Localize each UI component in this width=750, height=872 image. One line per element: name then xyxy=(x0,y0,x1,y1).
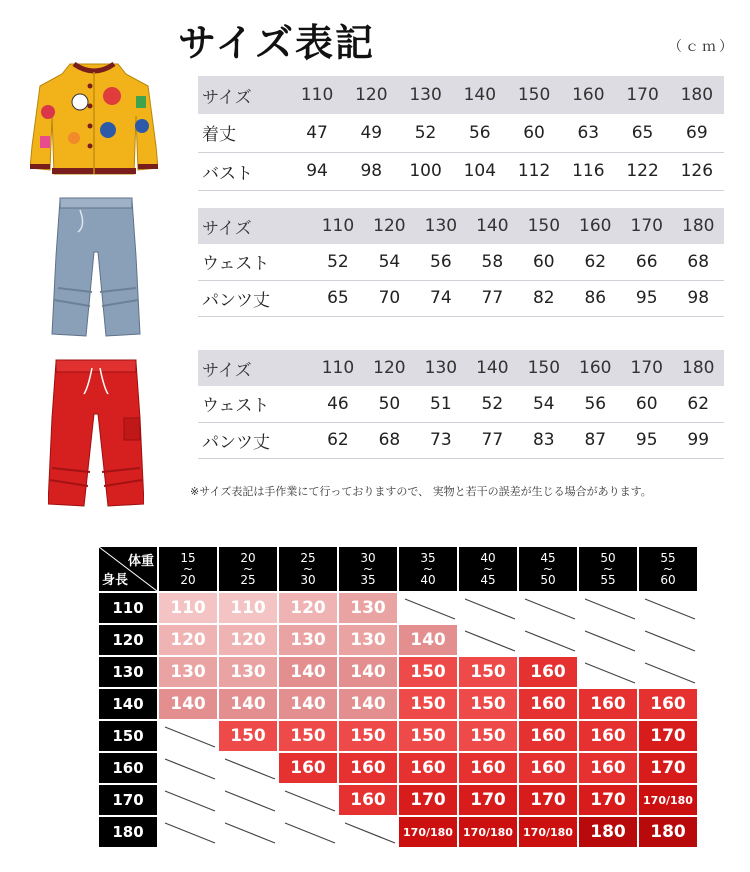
size-guide-grid xyxy=(97,545,699,849)
recommended-size-cell: 120 xyxy=(159,625,217,655)
size-value-cell: 95 xyxy=(621,422,672,458)
recommended-size-cell: 160 xyxy=(399,753,457,783)
size-value-cell: 52 xyxy=(312,244,363,280)
recommended-size-cell: 150 xyxy=(399,657,457,687)
recommended-size-cell: 130 xyxy=(339,593,397,623)
recommended-size-cell: 160 xyxy=(579,689,637,719)
weight-range-to: 25 xyxy=(240,572,256,587)
size-value-cell: 68 xyxy=(364,422,415,458)
weight-range-to: 35 xyxy=(360,572,376,587)
size-value-cell: 99 xyxy=(672,422,724,458)
weight-range-tilde: ~ xyxy=(242,561,254,576)
empty-cell xyxy=(279,817,337,847)
row-label: サイズ xyxy=(198,350,312,386)
size-value-cell: 94 xyxy=(290,152,344,190)
empty-cell xyxy=(219,817,277,847)
empty-cell xyxy=(519,625,577,655)
empty-cell xyxy=(339,817,397,847)
size-value-cell: 116 xyxy=(561,152,615,190)
recommended-size-cell: 160 xyxy=(519,753,577,783)
size-value-cell: 60 xyxy=(621,386,672,422)
measurement-row xyxy=(198,114,724,152)
height-header-cell: 140 xyxy=(99,689,157,719)
recommended-size-cell: 110 xyxy=(219,593,277,623)
recommended-size-cell: 160 xyxy=(639,689,697,719)
weight-range-to: 40 xyxy=(420,572,436,587)
recommended-size-cell: 140 xyxy=(159,689,217,719)
size-header-row xyxy=(198,208,724,244)
empty-cell xyxy=(279,785,337,815)
denim-size-table xyxy=(198,208,724,317)
recommended-size-cell: 160 xyxy=(279,753,337,783)
recommended-size-cell: 170/180 xyxy=(639,785,697,815)
recommended-size-cell: 160 xyxy=(519,721,577,751)
recommended-size-cell: 170 xyxy=(579,785,637,815)
measurement-row xyxy=(198,386,724,422)
recommended-size-cell: 140 xyxy=(279,689,337,719)
size-value-cell: 77 xyxy=(467,280,518,316)
empty-cell xyxy=(639,657,697,687)
size-value-cell: 73 xyxy=(415,422,466,458)
recommended-size-cell: 150 xyxy=(399,689,457,719)
size-value-cell: 66 xyxy=(621,244,672,280)
weight-header-cell xyxy=(399,547,457,591)
height-header-cell: 120 xyxy=(99,625,157,655)
size-value-cell: 56 xyxy=(453,114,507,152)
size-value-cell: 150 xyxy=(507,76,561,114)
size-value-cell: 98 xyxy=(344,152,398,190)
size-value-cell: 140 xyxy=(467,350,518,386)
size-value-cell: 140 xyxy=(467,208,518,244)
height-header-cell: 150 xyxy=(99,721,157,751)
size-value-cell: 110 xyxy=(312,350,363,386)
size-value-cell: 51 xyxy=(415,386,466,422)
size-value-cell: 60 xyxy=(507,114,561,152)
size-value-cell: 83 xyxy=(518,422,569,458)
empty-cell xyxy=(219,785,277,815)
row-label: パンツ丈 xyxy=(198,280,312,316)
recommended-size-cell: 160 xyxy=(579,721,637,751)
recommended-size-cell: 150 xyxy=(459,657,517,687)
size-value-cell: 104 xyxy=(453,152,507,190)
size-value-cell: 62 xyxy=(312,422,363,458)
weight-header-cell xyxy=(579,547,637,591)
size-value-cell: 100 xyxy=(398,152,452,190)
weight-range-to: 60 xyxy=(660,572,676,587)
size-value-cell: 50 xyxy=(364,386,415,422)
weight-range-from: 30 xyxy=(360,550,376,565)
empty-cell xyxy=(519,593,577,623)
size-value-cell: 130 xyxy=(415,350,466,386)
recommended-size-cell: 160 xyxy=(459,753,517,783)
size-value-cell: 98 xyxy=(672,280,724,316)
size-value-cell: 74 xyxy=(415,280,466,316)
weight-range-from: 25 xyxy=(300,550,316,565)
weight-range-tilde: ~ xyxy=(182,561,194,576)
size-header-row xyxy=(198,76,724,114)
size-value-cell: 126 xyxy=(670,152,724,190)
size-value-cell: 110 xyxy=(290,76,344,114)
size-value-cell: 63 xyxy=(561,114,615,152)
weight-range-to: 55 xyxy=(600,572,616,587)
size-value-cell: 46 xyxy=(312,386,363,422)
empty-cell xyxy=(459,625,517,655)
weight-range-from: 20 xyxy=(240,550,256,565)
size-value-cell: 180 xyxy=(672,208,724,244)
size-value-cell: 150 xyxy=(518,208,569,244)
empty-cell xyxy=(579,593,637,623)
height-header-cell: 130 xyxy=(99,657,157,687)
row-label: サイズ xyxy=(198,76,290,114)
size-value-cell: 122 xyxy=(615,152,669,190)
size-value-cell: 54 xyxy=(518,386,569,422)
empty-cell xyxy=(459,593,517,623)
size-value-cell: 54 xyxy=(364,244,415,280)
measurement-row xyxy=(198,244,724,280)
measurement-row xyxy=(198,280,724,316)
size-value-cell: 140 xyxy=(453,76,507,114)
recommended-size-cell: 160 xyxy=(579,753,637,783)
height-header-cell: 110 xyxy=(99,593,157,623)
weight-range-to: 30 xyxy=(300,572,316,587)
unit-label: （ｃｍ） xyxy=(668,39,736,55)
weight-header-cell xyxy=(519,547,577,591)
size-value-cell: 160 xyxy=(570,350,621,386)
size-value-cell: 87 xyxy=(570,422,621,458)
row-label: パンツ丈 xyxy=(198,422,312,458)
recommended-size-cell: 150 xyxy=(399,721,457,751)
recommended-size-cell: 160 xyxy=(519,689,577,719)
recommended-size-cell: 150 xyxy=(219,721,277,751)
recommended-size-cell: 110 xyxy=(159,593,217,623)
weight-range-from: 45 xyxy=(540,550,556,565)
recommended-size-cell: 180 xyxy=(579,817,637,847)
size-value-cell: 120 xyxy=(344,76,398,114)
recommended-size-cell: 170/180 xyxy=(399,817,457,847)
red-pants-image xyxy=(48,358,144,508)
weight-range-tilde: ~ xyxy=(362,561,374,576)
size-value-cell: 47 xyxy=(290,114,344,152)
row-label: 着丈 xyxy=(198,114,290,152)
row-label: サイズ xyxy=(198,208,312,244)
empty-cell xyxy=(159,785,217,815)
recommended-size-cell: 150 xyxy=(459,721,517,751)
recommended-size-cell: 130 xyxy=(219,657,277,687)
weight-range-from: 40 xyxy=(480,550,496,565)
size-value-cell: 170 xyxy=(621,208,672,244)
size-value-cell: 160 xyxy=(570,208,621,244)
size-value-cell: 65 xyxy=(312,280,363,316)
recommended-size-cell: 160 xyxy=(339,753,397,783)
size-value-cell: 62 xyxy=(570,244,621,280)
recommended-size-cell: 170 xyxy=(399,785,457,815)
empty-cell xyxy=(159,753,217,783)
weight-header-cell xyxy=(219,547,277,591)
recommended-size-cell: 170/180 xyxy=(519,817,577,847)
empty-cell xyxy=(579,625,637,655)
height-header-cell: 160 xyxy=(99,753,157,783)
weight-range-to: 45 xyxy=(480,572,496,587)
size-value-cell: 86 xyxy=(570,280,621,316)
weight-range-tilde: ~ xyxy=(602,561,614,576)
page-title: サイズ表記 xyxy=(178,21,375,65)
jacket-image xyxy=(30,56,158,180)
size-value-cell: 170 xyxy=(615,76,669,114)
size-value-cell: 69 xyxy=(670,114,724,152)
height-axis-label: 身長 xyxy=(102,573,129,588)
size-value-cell: 130 xyxy=(398,76,452,114)
recommended-size-cell: 170 xyxy=(519,785,577,815)
size-value-cell: 130 xyxy=(415,208,466,244)
size-value-cell: 112 xyxy=(507,152,561,190)
weight-range-tilde: ~ xyxy=(422,561,434,576)
grid-corner-header xyxy=(99,547,157,591)
empty-cell xyxy=(399,593,457,623)
height-header-cell: 180 xyxy=(99,817,157,847)
recommended-size-cell: 170/180 xyxy=(459,817,517,847)
size-value-cell: 82 xyxy=(518,280,569,316)
weight-range-from: 15 xyxy=(180,550,196,565)
weight-header-cell xyxy=(159,547,217,591)
denim-pants-image xyxy=(50,196,142,338)
recommended-size-cell: 140 xyxy=(339,657,397,687)
recommended-size-cell: 120 xyxy=(219,625,277,655)
weight-header-cell xyxy=(339,547,397,591)
weight-range-tilde: ~ xyxy=(302,561,314,576)
size-value-cell: 56 xyxy=(415,244,466,280)
recommended-size-cell: 160 xyxy=(339,785,397,815)
size-value-cell: 180 xyxy=(672,350,724,386)
size-value-cell: 62 xyxy=(672,386,724,422)
size-value-cell: 49 xyxy=(344,114,398,152)
weight-range-tilde: ~ xyxy=(662,561,674,576)
recommended-size-cell: 140 xyxy=(399,625,457,655)
size-value-cell: 56 xyxy=(570,386,621,422)
size-value-cell: 160 xyxy=(561,76,615,114)
empty-cell xyxy=(579,657,637,687)
recommended-size-cell: 130 xyxy=(339,625,397,655)
recommended-size-cell: 150 xyxy=(339,721,397,751)
weight-range-tilde: ~ xyxy=(482,561,494,576)
recommended-size-cell: 170 xyxy=(639,753,697,783)
recommended-size-cell: 140 xyxy=(219,689,277,719)
empty-cell xyxy=(219,753,277,783)
empty-cell xyxy=(159,817,217,847)
empty-cell xyxy=(639,593,697,623)
size-value-cell: 68 xyxy=(672,244,724,280)
weight-header-cell xyxy=(639,547,697,591)
size-value-cell: 52 xyxy=(467,386,518,422)
size-value-cell: 70 xyxy=(364,280,415,316)
recommended-size-cell: 140 xyxy=(339,689,397,719)
weight-header-cell xyxy=(279,547,337,591)
weight-range-from: 50 xyxy=(600,550,616,565)
size-value-cell: 52 xyxy=(398,114,452,152)
red-pants-size-table xyxy=(198,350,724,459)
weight-range-tilde: ~ xyxy=(542,561,554,576)
weight-header-cell xyxy=(459,547,517,591)
empty-cell xyxy=(159,721,217,751)
weight-axis-label: 体重 xyxy=(127,554,154,569)
row-label: バスト xyxy=(198,152,290,190)
size-note: ※サイズ表記は手作業にて行っておりますので、 実物と若干の誤差が生じる場合があります。 xyxy=(190,485,652,498)
size-value-cell: 65 xyxy=(615,114,669,152)
size-value-cell: 180 xyxy=(670,76,724,114)
size-value-cell: 77 xyxy=(467,422,518,458)
row-label: ウェスト xyxy=(198,244,312,280)
recommended-size-cell: 170 xyxy=(639,721,697,751)
measurement-row xyxy=(198,422,724,458)
size-value-cell: 150 xyxy=(518,350,569,386)
empty-cell xyxy=(639,625,697,655)
size-value-cell: 58 xyxy=(467,244,518,280)
size-header-row xyxy=(198,350,724,386)
size-value-cell: 120 xyxy=(364,208,415,244)
weight-range-from: 55 xyxy=(660,550,676,565)
recommended-size-cell: 120 xyxy=(279,593,337,623)
recommended-size-cell: 150 xyxy=(459,689,517,719)
recommended-size-cell: 140 xyxy=(279,657,337,687)
recommended-size-cell: 180 xyxy=(639,817,697,847)
height-header-cell: 170 xyxy=(99,785,157,815)
recommended-size-cell: 170 xyxy=(459,785,517,815)
recommended-size-cell: 160 xyxy=(519,657,577,687)
size-value-cell: 110 xyxy=(312,208,363,244)
size-value-cell: 170 xyxy=(621,350,672,386)
row-label: ウェスト xyxy=(198,386,312,422)
weight-range-to: 50 xyxy=(540,572,556,587)
size-value-cell: 60 xyxy=(518,244,569,280)
size-value-cell: 95 xyxy=(621,280,672,316)
size-value-cell: 120 xyxy=(364,350,415,386)
recommended-size-cell: 150 xyxy=(279,721,337,751)
recommended-size-cell: 130 xyxy=(279,625,337,655)
measurement-row xyxy=(198,152,724,190)
jacket-size-table xyxy=(198,76,724,191)
weight-range-to: 20 xyxy=(180,572,196,587)
recommended-size-cell: 130 xyxy=(159,657,217,687)
weight-range-from: 35 xyxy=(420,550,436,565)
